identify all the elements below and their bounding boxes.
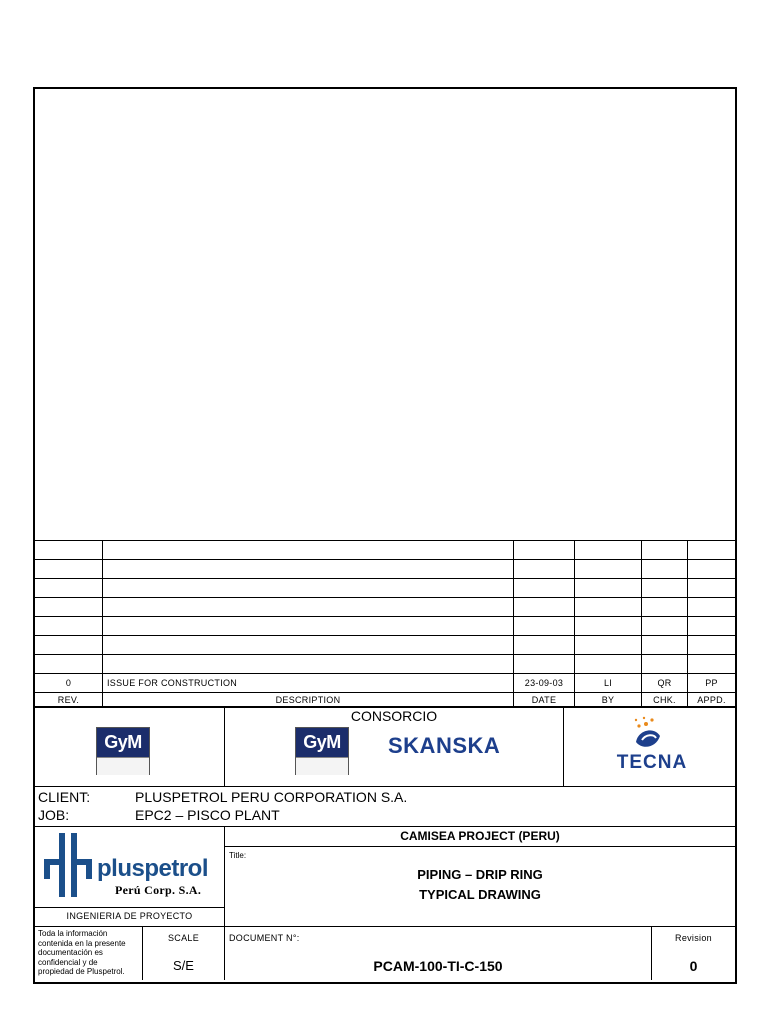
description-cell: ISSUE FOR CONSTRUCTION [107, 678, 238, 688]
pluspetrol-logo-mark [44, 833, 94, 899]
pluspetrol-subtitle: Perú Corp. S.A. [115, 883, 202, 897]
tecna-logo: TECNA [616, 752, 688, 773]
document-label: DOCUMENT N°: [229, 933, 300, 943]
by-header: BY [601, 695, 615, 705]
scale-label: SCALE [167, 933, 199, 943]
description-header: DESCRIPTION [275, 695, 341, 705]
skanska-logo: SKANSKA [388, 733, 501, 758]
title-label: Title: [229, 851, 247, 860]
rev-header: REV. [57, 695, 80, 705]
job-label: JOB: [38, 807, 70, 823]
gym-logo-consorcio: GyM [295, 727, 349, 775]
date-cell: 23-09-03 [524, 678, 564, 688]
drawing-frame [33, 87, 737, 984]
scale-value: S/E [173, 958, 194, 973]
document-number: PCAM-100-TI-C-150 [373, 958, 503, 974]
revision-value: 0 [689, 958, 698, 974]
revision-label: Revision [675, 933, 712, 943]
project-name: CAMISEA PROJECT (PERU) [400, 829, 560, 843]
gym-logo: GyM [96, 727, 150, 775]
engineering-label: INGENIERIA DE PROYECTO [66, 911, 193, 921]
chk-header: CHK. [653, 695, 676, 705]
date-header: DATE [531, 695, 557, 705]
chk-cell: QR [657, 678, 672, 688]
rev-cell: 0 [65, 678, 72, 688]
title-line-2: TYPICAL DRAWING [419, 887, 541, 902]
title-line-1: PIPING – DRIP RING [417, 867, 543, 882]
appd-cell: PP [705, 678, 718, 688]
client-label: CLIENT: [38, 789, 91, 805]
client-value: PLUSPETROL PERU CORPORATION S.A. [135, 789, 408, 805]
job-value: EPC2 – PISCO PLANT [135, 807, 280, 823]
consorcio-label: CONSORCIO [350, 708, 438, 724]
by-cell: LI [603, 678, 613, 688]
pluspetrol-logo: pluspetrol [97, 855, 209, 882]
tecna-logo-mark [626, 716, 676, 752]
appd-header: APPD. [697, 695, 726, 705]
confidential-note: Toda la información contenida en la presente documentación es confidencial y de propiedad de Pluspetrol. [38, 929, 126, 976]
